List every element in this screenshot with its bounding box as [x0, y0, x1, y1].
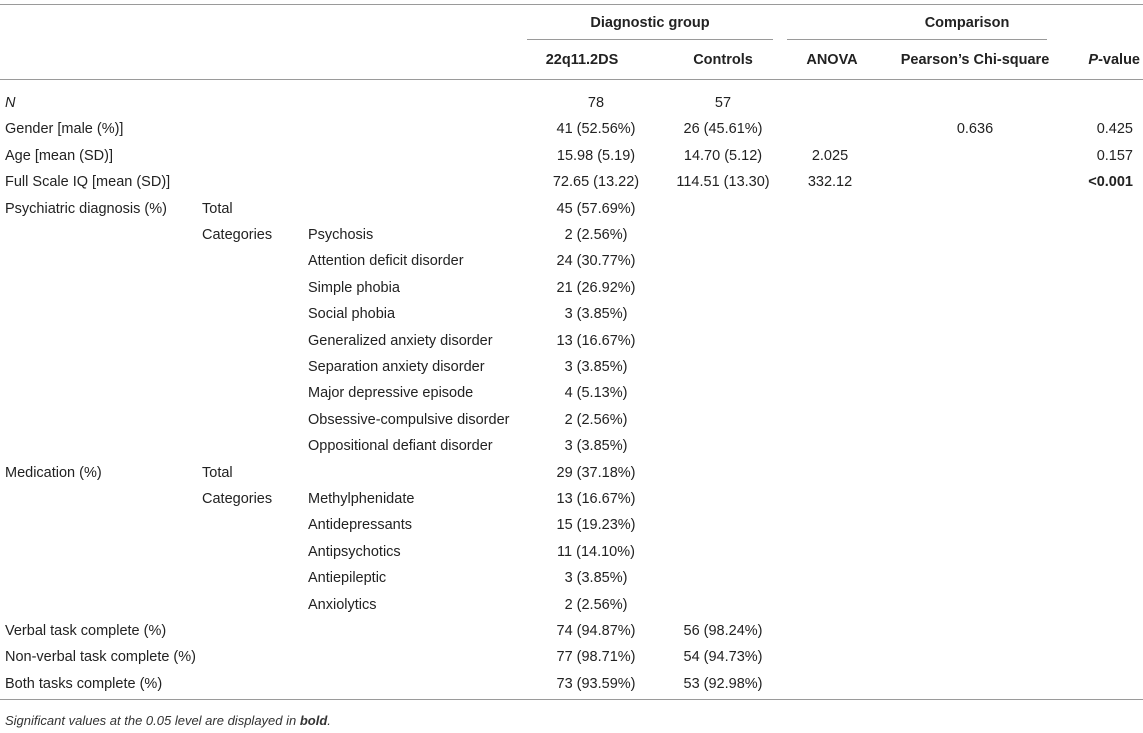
diagnostic-group-header: Diagnostic group: [590, 15, 710, 31]
cell-22q: 3 (3.85%): [564, 359, 628, 375]
comparison-underline: [787, 39, 1047, 40]
row-label: Full Scale IQ [mean (SD)]: [5, 174, 171, 190]
cell-anova: 332.12: [807, 174, 853, 190]
cell-22q: 4 (5.13%): [564, 385, 628, 401]
cell-22q: 15 (19.23%): [556, 517, 636, 533]
header-rule: [0, 79, 1143, 80]
cell-22q: 41 (52.56%): [556, 121, 636, 137]
cell-22q: 3 (3.85%): [564, 570, 628, 586]
row-label: Both tasks complete (%): [5, 676, 163, 692]
bottom-rule: [0, 699, 1143, 700]
row-label: Medication (%): [5, 465, 102, 481]
row-sublabel: Categories: [202, 491, 273, 507]
cell-pvalue: <0.001: [1088, 174, 1133, 190]
footnote-suffix: .: [327, 713, 331, 728]
cell-controls: 53 (92.98%): [683, 676, 763, 692]
cell-22q: 45 (57.69%): [556, 201, 636, 217]
cell-controls: 26 (45.61%): [683, 121, 763, 137]
col-pvalue-header: [1060, 51, 1140, 69]
cell-22q: 2 (2.56%): [564, 597, 628, 613]
row-label: Psychiatric diagnosis (%): [5, 201, 167, 217]
row-category: Separation anxiety disorder: [308, 359, 485, 375]
cell-controls: 114.51 (13.30): [676, 174, 770, 190]
cell-22q: 29 (37.18%): [556, 465, 636, 481]
cell-22q: 21 (26.92%): [556, 280, 636, 296]
row-category: Generalized anxiety disorder: [308, 333, 493, 349]
row-category: Antidepressants: [308, 517, 412, 533]
row-sublabel: Categories: [202, 227, 273, 243]
cell-chi: 0.636: [956, 121, 994, 137]
row-label: N: [5, 95, 16, 111]
cell-pvalue: 0.425: [1096, 121, 1133, 137]
cell-22q: 11 (14.10%): [557, 544, 635, 560]
col-controls-header: Controls: [693, 52, 753, 68]
col-anova-header: ANOVA: [806, 52, 858, 68]
cell-22q: 78: [587, 95, 605, 111]
cell-22q: 3 (3.85%): [564, 306, 628, 322]
cell-22q: 13 (16.67%): [556, 333, 636, 349]
row-category: Anxiolytics: [308, 597, 377, 613]
footnote-prefix: Significant values at the 0.05 level are displayed in: [5, 713, 300, 728]
cell-22q: 72.65 (13.22): [552, 174, 640, 190]
group-underline: [527, 39, 773, 40]
cell-22q: 15.98 (5.19): [556, 148, 636, 164]
cell-22q: 24 (30.77%): [556, 253, 636, 269]
cell-22q: 3 (3.85%): [564, 438, 628, 454]
row-category: Psychosis: [308, 227, 374, 243]
row-category: Major depressive episode: [308, 385, 474, 401]
footnote-bold-word: bold: [299, 713, 328, 728]
table-footnote: [5, 713, 331, 728]
row-category: Oppositional defiant disorder: [308, 438, 493, 454]
row-sublabel: Total: [202, 465, 233, 481]
row-category: Social phobia: [308, 306, 396, 322]
top-rule: [0, 4, 1143, 5]
row-category: Obsessive-compulsive disorder: [308, 412, 510, 428]
cell-controls: 57: [714, 95, 732, 111]
cell-22q: 2 (2.56%): [564, 412, 628, 428]
row-label: Gender [male (%)]: [5, 121, 124, 137]
col-pvalue-suffix: -value: [1098, 52, 1140, 68]
row-label: Verbal task complete (%): [5, 623, 167, 639]
row-category: Antipsychotics: [308, 544, 401, 560]
col-chi-header: Pearson’s Chi-square: [900, 52, 1050, 68]
row-category: Methylphenidate: [308, 491, 415, 507]
col-pvalue-italic: P: [1088, 52, 1099, 68]
cell-anova: 2.025: [811, 148, 849, 164]
cell-22q: 77 (98.71%): [556, 649, 636, 665]
row-sublabel: Total: [202, 201, 233, 217]
row-category: Simple phobia: [308, 280, 400, 296]
cell-controls: 14.70 (5.12): [683, 148, 763, 164]
cell-22q: 73 (93.59%): [556, 676, 636, 692]
row-label: Non-verbal task complete (%): [5, 649, 196, 665]
cell-pvalue: 0.157: [1096, 148, 1133, 164]
cell-22q: 74 (94.87%): [556, 623, 636, 639]
col-22q-header: 22q11.2DS: [545, 52, 619, 68]
row-category: Attention deficit disorder: [308, 253, 464, 269]
cell-22q: 2 (2.56%): [564, 227, 628, 243]
cell-22q: 13 (16.67%): [556, 491, 636, 507]
comparison-header: Comparison: [924, 15, 1010, 31]
row-category: Antiepileptic: [308, 570, 387, 586]
row-label: Age [mean (SD)]: [5, 148, 113, 164]
cell-controls: 54 (94.73%): [683, 649, 763, 665]
cell-controls: 56 (98.24%): [683, 623, 763, 639]
